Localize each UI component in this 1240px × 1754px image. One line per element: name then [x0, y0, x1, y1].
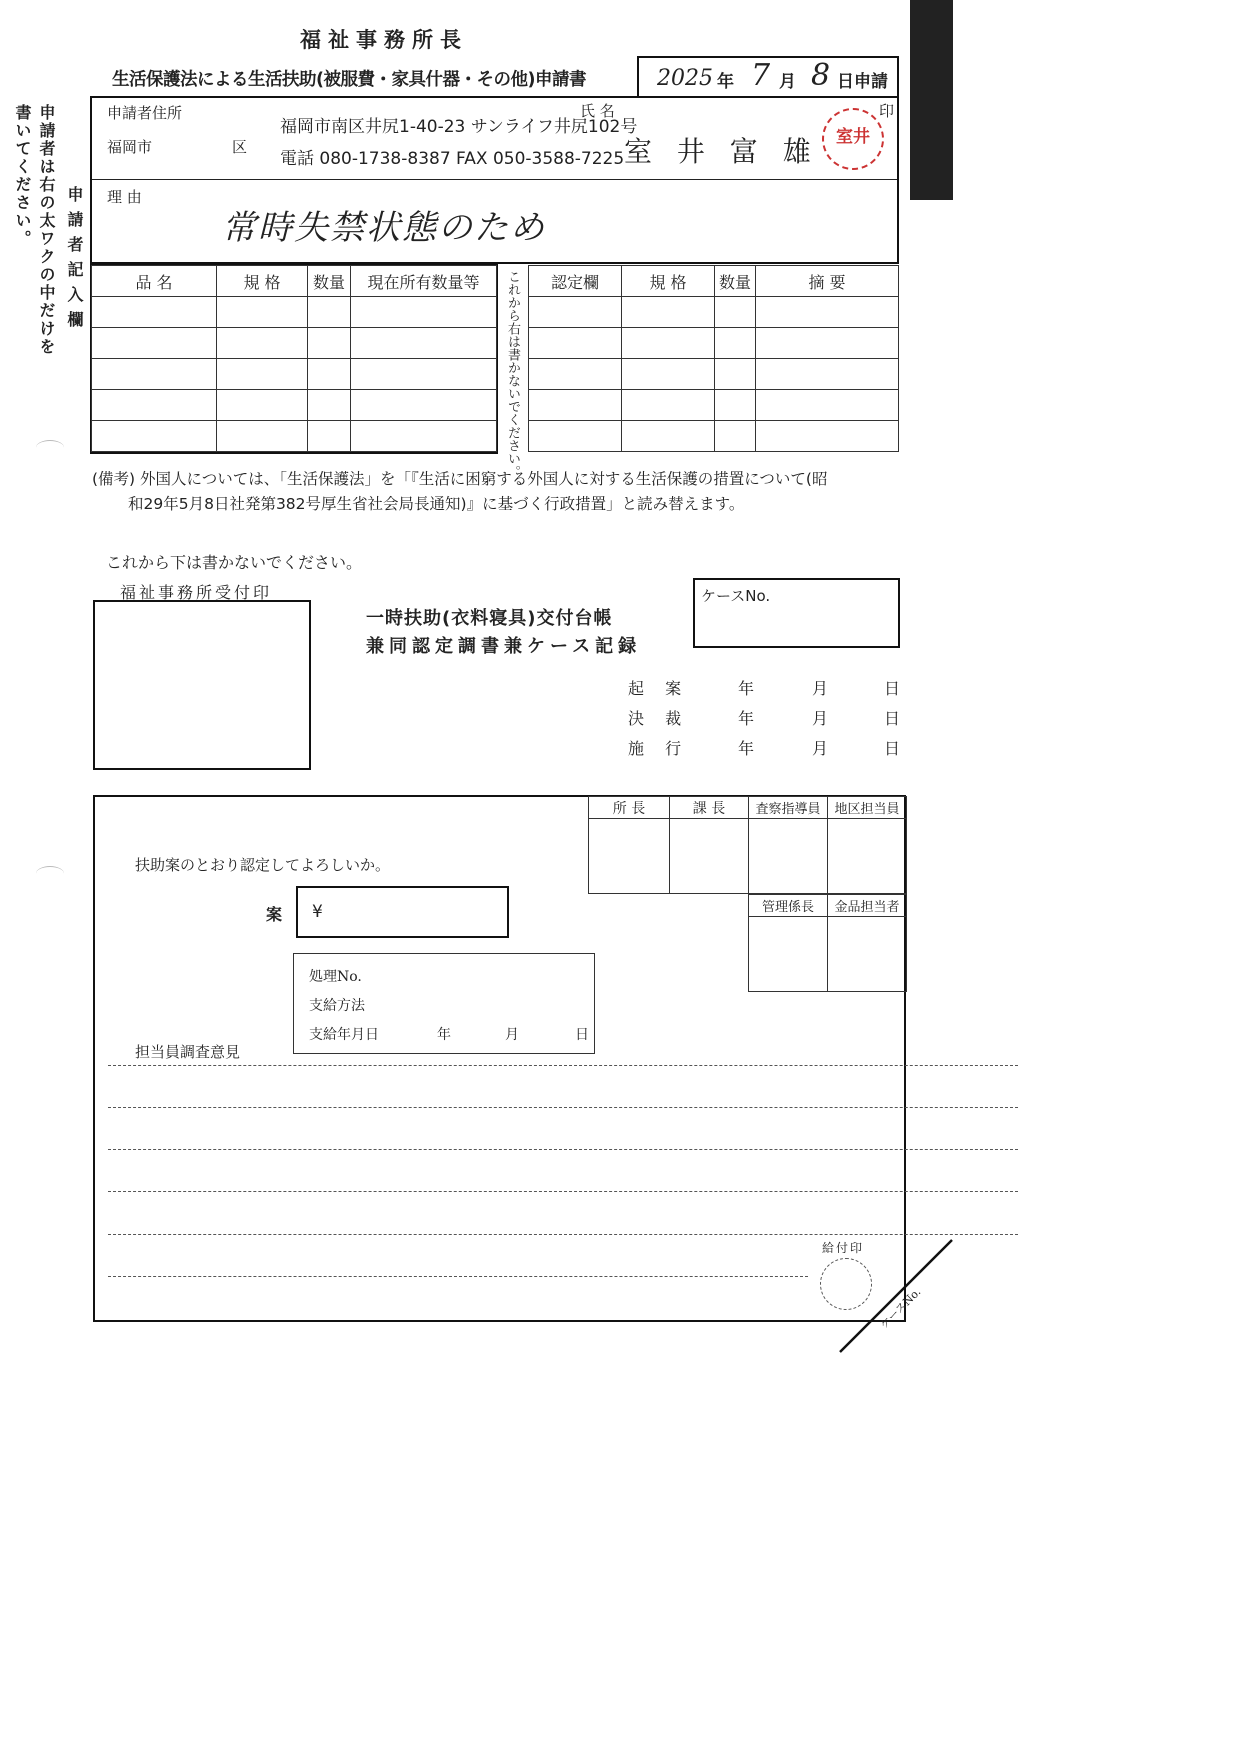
- stamp-cell: [749, 819, 828, 894]
- cell[interactable]: [217, 297, 308, 328]
- header-spec: 規 格: [622, 266, 715, 297]
- ledger-title-line2: 兼同認定調書兼ケース記録: [366, 636, 642, 657]
- date-row-label: 起 案: [628, 679, 690, 698]
- punch-hole-mark: [36, 866, 64, 881]
- cell[interactable]: [308, 297, 351, 328]
- date-row-year: 年: [738, 679, 755, 698]
- cell[interactable]: [351, 390, 497, 421]
- punch-hole-mark: [36, 440, 64, 455]
- corner-case-no: ケースNo.: [877, 1285, 924, 1332]
- stamp-header-director: 所 長: [589, 797, 670, 819]
- cell[interactable]: [217, 328, 308, 359]
- cell: [529, 359, 622, 390]
- investigator-opinion-label: 担当員調査意見: [135, 1043, 241, 1061]
- personal-seal-stamp: [822, 108, 884, 170]
- remarks-line1: (備考) 外国人については、「生活保護法」を「『生活に困窮する外国人に対する生活保護の措置について(昭: [92, 470, 828, 488]
- applicant-divider: [92, 179, 897, 180]
- payment-year-label: 年: [437, 1027, 451, 1043]
- date-month-value: 7: [751, 58, 771, 93]
- date-day-label: 日申請: [837, 72, 888, 92]
- cell: [715, 390, 756, 421]
- opinion-line: [108, 1276, 808, 1277]
- cell[interactable]: [308, 390, 351, 421]
- cell[interactable]: [217, 421, 308, 452]
- stamp-grid-bottom: [748, 894, 907, 992]
- plan-amount-value: ¥: [312, 902, 323, 922]
- reception-stamp-box: [93, 600, 311, 770]
- cell[interactable]: [92, 359, 217, 390]
- cell[interactable]: [217, 359, 308, 390]
- table-row: [529, 328, 899, 359]
- date-row-enforcement: [628, 736, 903, 758]
- date-row-day: 日: [884, 709, 901, 728]
- cell[interactable]: [308, 328, 351, 359]
- cell: [622, 297, 715, 328]
- table-row: [529, 390, 899, 421]
- city-label: 福岡市: [107, 138, 153, 156]
- reception-stamp-label: 福祉事務所受付印: [120, 583, 273, 602]
- header-quantity: 数量: [715, 266, 756, 297]
- table-row: [92, 297, 497, 328]
- date-year-value: 2025: [657, 66, 713, 91]
- date-month-label: 月: [779, 72, 796, 92]
- stamp-header-section-chief: 課 長: [670, 797, 749, 819]
- header-quantity: 数量: [308, 266, 351, 297]
- cell: [756, 297, 899, 328]
- benefit-seal-label: 給付印: [822, 1241, 865, 1255]
- date-row-month: 月: [812, 739, 829, 758]
- date-row-day: 日: [884, 679, 901, 698]
- cell: [622, 390, 715, 421]
- reason-label: 理 由: [107, 188, 142, 206]
- case-no-label: ケースNo.: [701, 587, 771, 605]
- divider-note: これから右は書かないでください。: [505, 270, 520, 478]
- payment-month-label: 月: [505, 1027, 519, 1043]
- address-label: 申請者住所: [107, 104, 183, 122]
- table-row: [92, 390, 497, 421]
- table-row: [92, 421, 497, 452]
- cell: [529, 328, 622, 359]
- table-row: [92, 328, 497, 359]
- seal-label: 印: [879, 102, 895, 120]
- table-row: [529, 359, 899, 390]
- date-year-label: 年: [717, 72, 734, 92]
- cell[interactable]: [92, 297, 217, 328]
- cell[interactable]: [351, 359, 497, 390]
- stamp-cell: [749, 917, 828, 992]
- date-row-label: 施 行: [628, 739, 690, 758]
- header-summary: 摘 要: [756, 266, 899, 297]
- cell: [529, 421, 622, 452]
- opinion-line: [108, 1065, 1018, 1066]
- stamp-header-supervisor: 査察指導員: [749, 797, 828, 819]
- processing-box: [293, 953, 595, 1054]
- cell: [756, 390, 899, 421]
- payment-date-label: 支給年月日: [309, 1027, 379, 1043]
- table-row: [529, 421, 899, 452]
- cell: [529, 297, 622, 328]
- phone-value: 電話 080-1738-8387 FAX 050-3588-7225: [280, 149, 625, 169]
- application-date-box: [637, 56, 899, 98]
- seal-text: 室井: [836, 127, 870, 147]
- name-value: 室 井 富 雄: [624, 135, 819, 168]
- stamp-cell: [589, 819, 670, 894]
- date-row-day: 日: [884, 739, 901, 758]
- cell[interactable]: [308, 359, 351, 390]
- side-note-line1: 申請者は右の太ワクの中だけを: [37, 104, 56, 356]
- cell: [756, 328, 899, 359]
- date-row-month: 月: [812, 709, 829, 728]
- cell: [622, 359, 715, 390]
- table-row: [529, 297, 899, 328]
- stamp-header-cash-officer: 金品担当者: [828, 895, 907, 917]
- cell[interactable]: [308, 421, 351, 452]
- stamp-grid-top: [588, 796, 907, 894]
- ward-label: 区: [232, 138, 248, 156]
- section-label-applicant: 申請者記入欄: [65, 186, 84, 336]
- cell[interactable]: [351, 297, 497, 328]
- cell: [756, 359, 899, 390]
- ledger-title-line1: 一時扶助(衣料寝具)交付台帳: [366, 608, 613, 629]
- header-approval: 認定欄: [529, 266, 622, 297]
- corner-diagonal-line: [840, 1240, 952, 1352]
- payment-day-label: 日: [575, 1027, 589, 1043]
- corner-diagonal: [830, 1235, 960, 1360]
- cell[interactable]: [217, 390, 308, 421]
- stamp-header-admin-chief: 管理係長: [749, 895, 828, 917]
- cell: [529, 390, 622, 421]
- header-item-name: 品 名: [92, 266, 217, 297]
- cell[interactable]: [351, 328, 497, 359]
- date-row-year: 年: [738, 709, 755, 728]
- date-row-month: 月: [812, 679, 829, 698]
- plan-amount-box: [296, 886, 509, 938]
- payment-method-label: 支給方法: [309, 998, 365, 1014]
- name-label: 氏 名: [580, 102, 615, 120]
- cell: [715, 421, 756, 452]
- date-day-value: 8: [811, 58, 831, 93]
- approval-question: 扶助案のとおり認定してよろしいか。: [135, 856, 391, 874]
- cell: [715, 297, 756, 328]
- processing-no-label: 処理No.: [309, 969, 362, 985]
- cell: [622, 421, 715, 452]
- remarks-line2: 和29年5月8日社発第382号厚生省社会局長通知)』に基づく行政措置」と読み替えます。: [128, 495, 745, 513]
- opinion-line: [108, 1149, 1018, 1150]
- date-row-year: 年: [738, 739, 755, 758]
- cell: [715, 359, 756, 390]
- approval-table: [528, 265, 899, 452]
- header-current-holdings: 現在所有数量等: [351, 266, 497, 297]
- stamp-cell: [828, 917, 907, 992]
- table-row: [92, 359, 497, 390]
- applicant-box: [90, 96, 899, 264]
- cell: [756, 421, 899, 452]
- date-row-draft: [628, 676, 903, 698]
- address-value: 福岡市南区井尻1-40-23 サンライフ井尻102号: [280, 117, 638, 137]
- stamp-cell: [828, 819, 907, 894]
- date-row-label: 決 裁: [628, 709, 690, 728]
- items-table: [91, 265, 497, 452]
- scan-edge-bar: [910, 0, 953, 200]
- header-spec: 規 格: [217, 266, 308, 297]
- form-title: 生活保護法による生活扶助(被服費・家具什器・その他)申請書: [112, 70, 586, 90]
- office-title: 福祉事務所長: [300, 28, 468, 52]
- cell: [622, 328, 715, 359]
- side-note-line2: 書いてください。: [13, 104, 32, 248]
- opinion-line: [108, 1191, 1018, 1192]
- do-not-write-below: これから下は書かないでください。: [106, 553, 363, 572]
- cell: [715, 328, 756, 359]
- cell[interactable]: [351, 421, 497, 452]
- cell[interactable]: [92, 328, 217, 359]
- plan-label: 案: [266, 905, 283, 924]
- opinion-line: [108, 1107, 1018, 1108]
- cell[interactable]: [92, 421, 217, 452]
- stamp-cell: [670, 819, 749, 894]
- stamp-header-caseworker: 地区担当員: [828, 797, 907, 819]
- date-row-approval: [628, 706, 903, 728]
- cell[interactable]: [92, 390, 217, 421]
- reason-value: 常時失禁状態のため: [222, 208, 546, 248]
- case-no-box: [693, 578, 900, 648]
